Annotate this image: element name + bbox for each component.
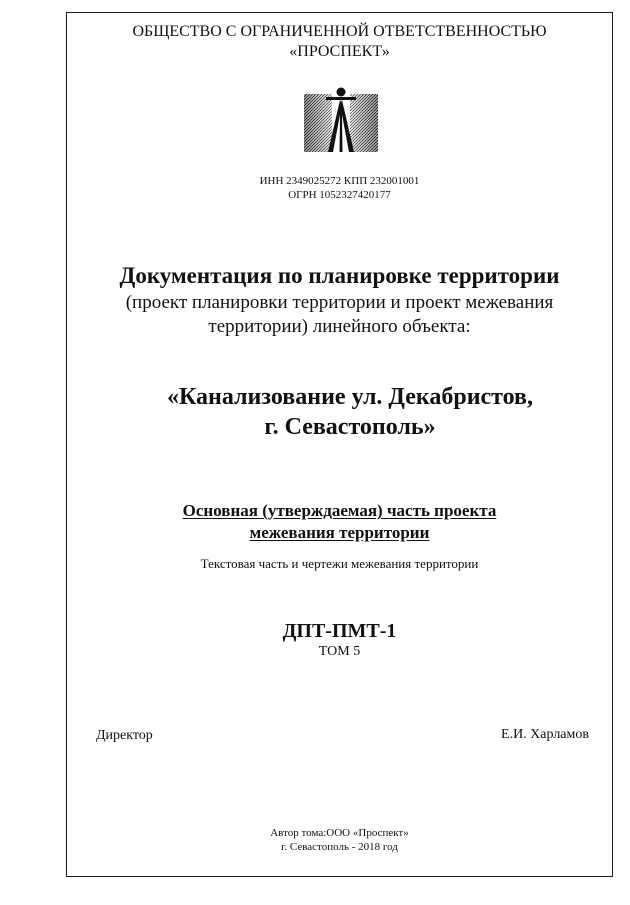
document-subtitle-line2: территории) линейного объекта:: [208, 316, 471, 337]
project-name-line1: «Канализование ул. Декабристов,: [166, 384, 534, 410]
registration-details: [66, 174, 613, 202]
project-name-line2: г. Севастополь»: [264, 414, 436, 440]
project-name: [90, 382, 610, 442]
volume-number: ТОМ 5: [318, 644, 361, 659]
part-subtitle: Текстовая часть и чертежи межевания территории: [200, 556, 479, 571]
organization-name-line2: «ПРОСПЕКТ»: [289, 43, 390, 60]
document-subtitle-line1: (проект планировки территории и проект межевания: [125, 292, 554, 313]
document-code: ДПТ-ПМТ-1: [282, 620, 397, 642]
director-name: Е.И. Харламов: [501, 727, 589, 742]
surveyor-tripod-logo-icon: [302, 86, 380, 158]
footer-city-year: г. Севастополь - 2018 год: [281, 841, 398, 853]
inn-kpp: ИНН 2349025272 КПП 232001001: [259, 175, 420, 187]
organization-name: [66, 22, 613, 62]
part-title-line1: Основная (утверждаемая) часть проекта: [182, 501, 497, 520]
ogrn: ОГРН 1052327420177: [288, 189, 391, 201]
footer-author: Автор тома:ООО «Проспект»: [270, 827, 409, 839]
document-title: Документация по планировке территории: [119, 263, 560, 288]
footer: [66, 826, 613, 854]
director-role: Директор: [96, 728, 153, 743]
document-subtitle: [66, 291, 613, 339]
organization-name-line1: ОБЩЕСТВО С ОГРАНИЧЕННОЙ ОТВЕТСТВЕННОСТЬЮ: [132, 23, 547, 40]
part-title-line2: межевания территории: [249, 523, 430, 542]
part-title: [66, 500, 613, 544]
